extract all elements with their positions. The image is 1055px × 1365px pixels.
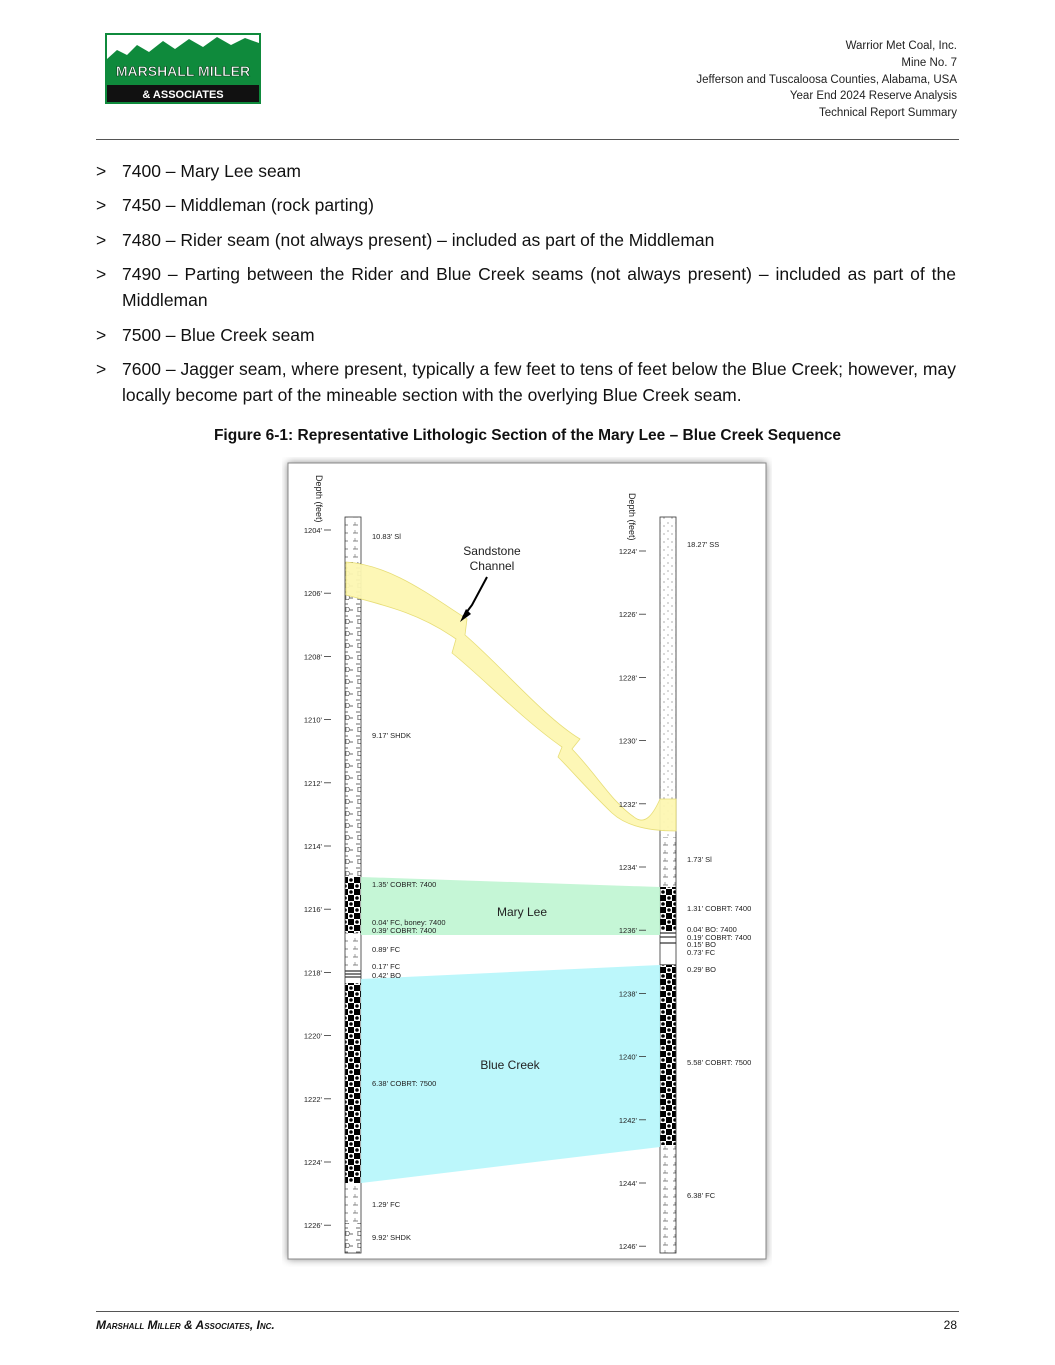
sandstone-label-line2: Channel (469, 559, 515, 573)
left-unit-label: 0.04' FC, boney: 7400 (372, 918, 446, 927)
logo-text-top: MARSHALL MILLER (115, 63, 251, 79)
list-item-text: 7450 – Middleman (rock parting) (122, 195, 374, 216)
bullet-marker: > (96, 229, 107, 250)
left-unit-label: 0.17' FC (372, 962, 401, 971)
left-unit-label: 6.38' COBRT: 7500 (372, 1079, 437, 1088)
header-divider (96, 139, 959, 140)
bullet-marker: > (96, 324, 107, 345)
depth-tick-label: 1204' (303, 526, 322, 535)
left-borehole-column (345, 517, 361, 1253)
list-item (96, 227, 956, 253)
list-item (96, 356, 956, 408)
list-item (96, 322, 956, 348)
depth-tick-label: 1236' (618, 926, 637, 936)
footer-divider (96, 1311, 959, 1312)
right-borehole-column (660, 517, 676, 1253)
right-unit-label: 6.38' FC (687, 1191, 716, 1200)
depth-tick-label: 1234' (618, 863, 637, 872)
depth-tick-label: 1232' (618, 799, 637, 809)
right-unit-label: 0.29' BO (687, 965, 716, 974)
depth-tick-label: 1206' (303, 589, 322, 599)
left-depth-axis-title: Depth (feet) (314, 475, 324, 523)
header-report-type: Technical Report Summary (818, 107, 957, 120)
left-unit-label: 9.17' SHDK (372, 731, 411, 740)
blue-creek-band (361, 965, 660, 1183)
blue-creek-label: Blue Creek (480, 1058, 540, 1072)
depth-tick-label: 1210' (303, 715, 322, 725)
depth-tick-label: 1242' (618, 1115, 637, 1125)
sandstone-label-line1: Sandstone (463, 544, 521, 558)
right-unit-label: 18.27' SS (687, 540, 720, 549)
depth-tick-label: 1220' (303, 1031, 322, 1041)
header-company: Warrior Met Coal, Inc. (845, 40, 957, 52)
depth-tick-label: 1222' (303, 1094, 322, 1104)
header-analysis: Year End 2024 Reserve Analysis (789, 90, 957, 103)
seam-list (96, 158, 956, 416)
report-header-info (696, 38, 957, 122)
list-item (96, 158, 956, 184)
right-unit-label: 0.15' BO (687, 940, 716, 949)
bullet-marker: > (96, 264, 107, 285)
bullet-marker: > (96, 161, 107, 181)
depth-tick-label: 1212' (303, 778, 322, 788)
left-unit-label: 0.89' FC (372, 945, 401, 954)
footer-company-name: Marshall Miller & Associates, Inc. (96, 1318, 275, 1332)
left-unit-label: 9.92' SHDK (372, 1233, 411, 1242)
company-logo (105, 33, 261, 104)
logo-text-bottom: & ASSOCIATES (142, 89, 224, 101)
list-item-text: 7400 – Mary Lee seam (122, 161, 301, 181)
list-item (96, 192, 956, 218)
list-item (96, 261, 956, 313)
list-item-text: 7480 – Rider seam (not always present) – included as part of the Middleman (122, 229, 715, 250)
depth-tick-label: 1214' (303, 842, 322, 851)
right-unit-label: 0.19' COBRT: 7400 (687, 933, 752, 942)
page-number: 28 (943, 1318, 957, 1332)
depth-tick-label: 1228' (618, 673, 637, 683)
left-unit-label: 10.83' Sl (372, 532, 401, 541)
depth-tick-label: 1226' (618, 610, 637, 620)
right-unit-label: 1.73' Sl (687, 855, 712, 864)
depth-tick-label: 1218' (303, 968, 322, 978)
list-item-text: 7600 – Jagger seam, where present, typically a few feet to tens of feet below the Blue Creek; however, may locally become part of the mineable section with the overlying Blue Creek seam. (122, 358, 956, 405)
depth-tick-label: 1224' (303, 1158, 322, 1167)
depth-tick-label: 1216' (303, 905, 322, 915)
figure-caption: Figure 6-1: Representative Lithologic Section of the Mary Lee – Blue Creek Sequence (213, 427, 842, 444)
depth-tick-label: 1244' (618, 1179, 637, 1188)
right-unit-label: 0.73' FC (687, 948, 716, 957)
bullet-marker: > (96, 358, 107, 379)
list-item-text: 7500 – Blue Creek seam (122, 324, 315, 345)
left-unit-label: 1.35' COBRT: 7400 (372, 880, 437, 889)
mary-lee-label: Mary Lee (496, 905, 548, 919)
depth-tick-label: 1224' (618, 547, 637, 556)
depth-tick-label: 1246' (618, 1242, 637, 1252)
depth-tick-label: 1240' (618, 1052, 637, 1062)
right-unit-label: 5.58' COBRT: 7500 (687, 1058, 752, 1067)
right-unit-label: 1.31' COBRT: 7400 (687, 904, 752, 913)
list-item-text: 7490 – Parting between the Rider and Blue Creek seams (not always present) – included as part of the Middleman (122, 264, 956, 311)
right-unit-label: 0.04' BO: 7400 (687, 925, 737, 934)
left-unit-label: 1.29' FC (372, 1200, 401, 1209)
bullet-marker: > (96, 195, 107, 216)
header-mine: Mine No. 7 (901, 56, 957, 69)
depth-tick-label: 1208' (303, 652, 322, 662)
header-location: Jefferson and Tuscaloosa Counties, Alabama, USA (696, 73, 957, 86)
depth-tick-label: 1230' (618, 736, 637, 746)
lithologic-section-figure (282, 457, 772, 1267)
depth-tick-label: 1226' (303, 1221, 322, 1231)
right-depth-axis-title: Depth (feet) (627, 493, 637, 541)
depth-tick-label: 1238' (618, 989, 637, 999)
left-unit-label: 0.42' BO (372, 971, 401, 980)
left-unit-label: 0.39' COBRT: 7400 (372, 926, 437, 935)
